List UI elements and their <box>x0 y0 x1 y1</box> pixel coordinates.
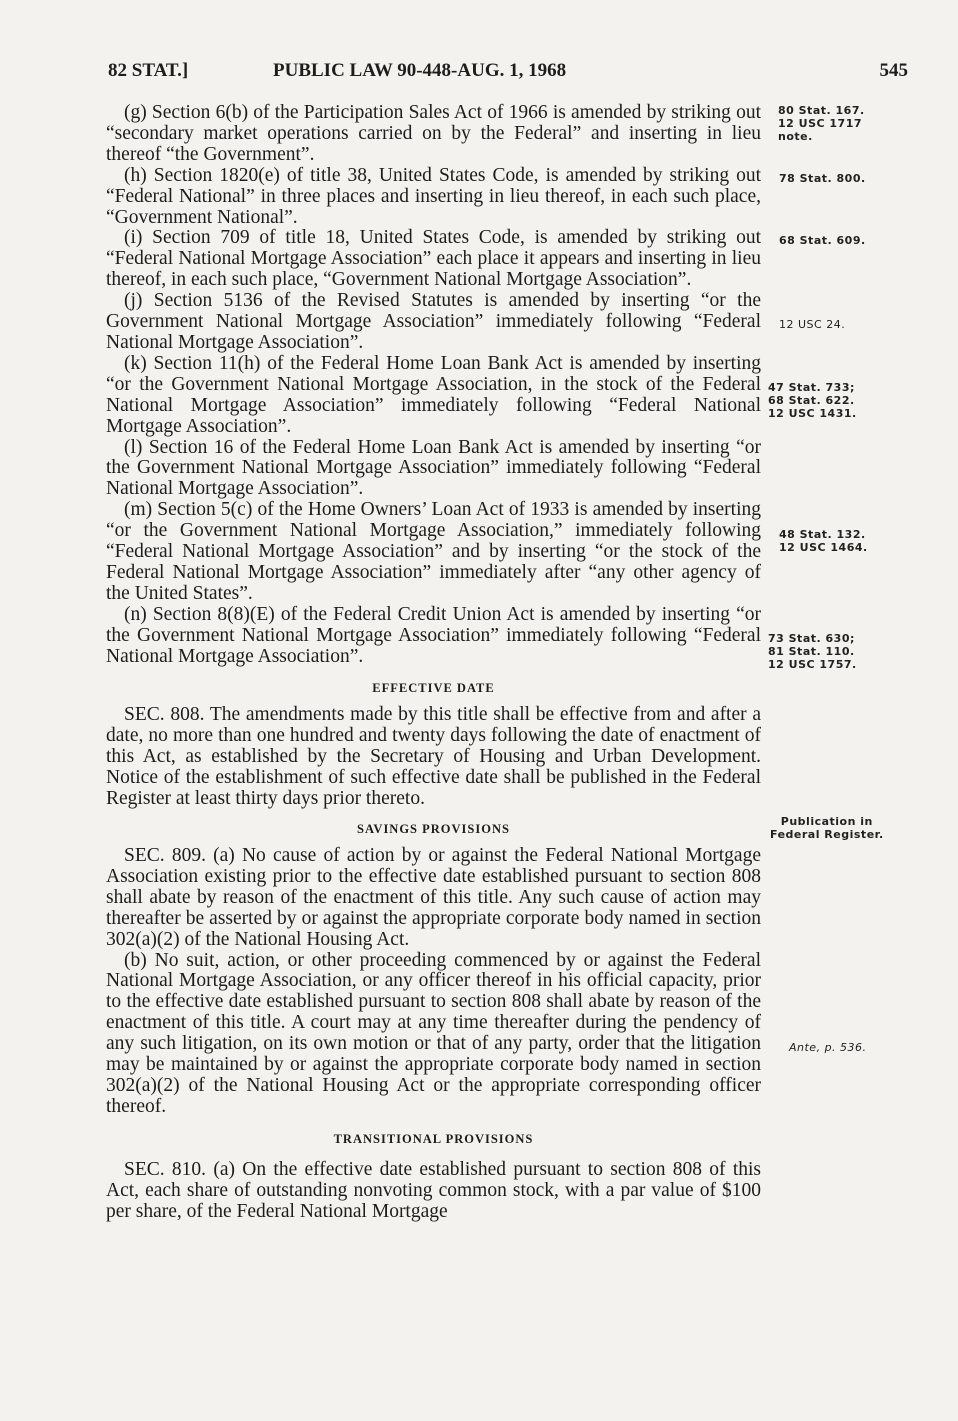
law-title: PUBLIC LAW 90-448-AUG. 1, 1968 <box>273 60 567 81</box>
section-810-a <box>106 1160 761 1223</box>
paragraph-h: (h) Section 1820(e) of title 38, United States Code, is amended by striking out “Federal National” in three places and inserting in lieu thereof, in each such place, “Government National”. <box>106 164 761 228</box>
margin-note-g: 80 Stat. 167. 12 USC 1717 note. <box>778 104 865 143</box>
margin-note-m: 48 Stat. 132. 12 USC 1464. <box>779 528 868 554</box>
heading-savings-provisions: SAVINGS PROVISIONS <box>357 822 510 836</box>
margin-note-h: 78 Stat. 800. <box>779 172 866 185</box>
paragraph-k: (k) Section 11(h) of the Federal Home Loan Bank Act is amended by inserting “or the Government National Mortgage Association, in the stock of the Federal National Mortgage Association” immediately following “Federal National Mortgage Association”. <box>106 352 761 437</box>
paragraph-g: (g) Section 6(b) of the Participation Sales Act of 1966 is amended by striking out “secondary market operations carried on by the Federal” and inserting in lieu thereof “the Government”. <box>106 102 761 165</box>
section-809-b: (b) No suit, action, or other proceeding commenced by or against the Federal National Mortgage Association, or any officer thereof in his official capacity, prior to the effective date established pursuant to section 808 shall abate by reason of the enactment of this title. A court may at any time thereafter during the pendency of any such litigation, on its own motion or that of any party, order that the litigation may be maintained by or against the appropriate corporate body named in section 302(a)(2) of the National Housing Act or the appropriate corresponding officer thereof. <box>106 949 761 1117</box>
paragraph-m: (m) Section 5(c) of the Home Owners’ Loan Act of 1933 is amended by inserting “or the Government National Mortgage Association,” immediately following “Federal National Mortgage Association” and by inserting “or the stock of the Federal National Mortgage Association” immediately after “any other agency of the United States”. <box>106 499 761 604</box>
section-809-a <box>106 846 761 951</box>
margin-note-publication: Publication in Federal Register. <box>770 815 884 841</box>
margin-note-ante: Ante, p. 536. <box>789 1041 867 1054</box>
stat-volume: 82 STAT.] <box>108 60 189 81</box>
margin-note-k: 47 Stat. 733; 68 Stat. 622. 12 USC 1431. <box>768 381 857 420</box>
document-body <box>106 103 761 1223</box>
page-header <box>108 60 908 86</box>
section-808-text: The amendments made by this title shall be effective from and after a date, no more than one hundred and twenty days following the date of enactment of this Act, as established by the Secretary of Housing and Urban Development. Notice of the establishment of such effective date shall be published in the Federal Register at least thirty days prior thereto. <box>106 704 761 810</box>
margin-note-n: 73 Stat. 630; 81 Stat. 110. 12 USC 1757. <box>768 632 857 671</box>
section-808 <box>106 705 761 810</box>
heading-transitional-provisions: TRANSITIONAL PROVISIONS <box>333 1131 534 1146</box>
margin-note-i: 68 Stat. 609. <box>779 234 866 247</box>
paragraph-l: (l) Section 16 of the Federal Home Loan Bank Act is amended by inserting “or the Government National Mortgage Association” immediately following “Federal National Mortgage Association”. <box>106 436 761 500</box>
section-809-a-text: (a) No cause of action by or against the Federal National Mortgage Association existing prior to the effective date established pursuant to section 808 shall abate by reason of the enactment of this title. Any such cause of action may thereafter be asserted by or against the appropriate corporate body named in section 302(a)(2) of the National Housing Act. <box>106 845 761 950</box>
paragraph-n: (n) Section 8(8)(E) of the Federal Credit Union Act is amended by inserting “or the Government National Mortgage Association” immediately following “Federal National Mortgage Association”. <box>106 603 761 667</box>
section-810-a-text: (a) On the effective date established pursuant to section 808 of this Act, each share of outstanding nonvoting common stock, with a par value of $100 per share, of the Federal National Mortgage <box>106 1158 761 1222</box>
heading-effective-date: EFFECTIVE DATE <box>372 681 495 696</box>
margin-note-j: 12 USC 24. <box>779 318 846 331</box>
page-number: 545 <box>879 60 908 81</box>
section-810-label: SEC. 810. <box>124 1158 207 1180</box>
section-808-label: SEC. 808. <box>124 704 205 726</box>
paragraph-j: (j) Section 5136 of the Revised Statutes is amended by inserting “or the Government National Mortgage Association” immediately following “Federal National Mortgage Association”. <box>106 290 761 353</box>
paragraph-i: (i) Section 709 of title 18, United States Code, is amended by striking out “Federal National Mortgage Association” each place it appears and inserting in lieu thereof, in each such place, “Government National Mortgage Association”. <box>106 227 761 291</box>
section-809-label: SEC. 809. <box>124 845 206 866</box>
